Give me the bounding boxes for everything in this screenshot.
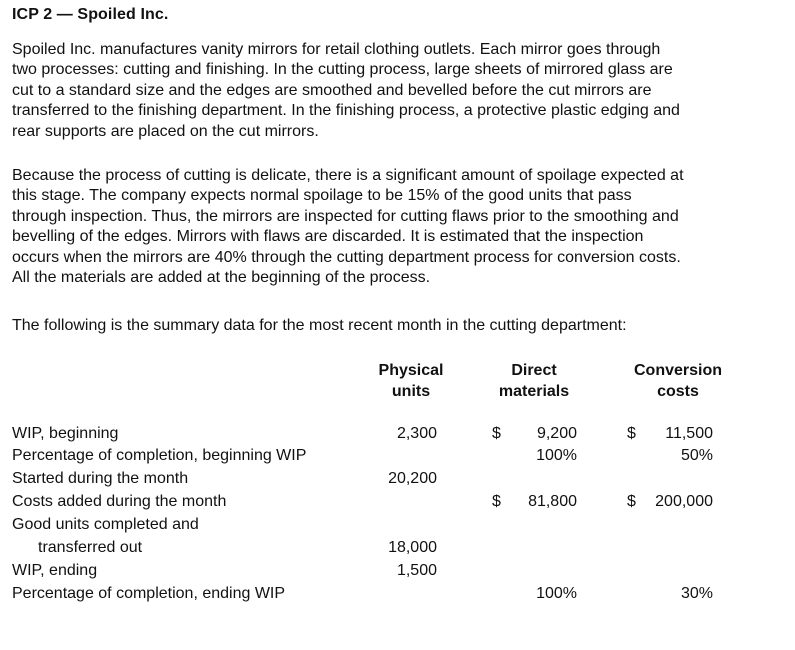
row-label-wip-ending: WIP, ending xyxy=(12,562,98,579)
row-label-wip-beginning: WIP, beginning xyxy=(12,425,119,442)
cell-direct-materials: 100% xyxy=(536,585,577,602)
row-label-costs-added: Costs added during the month xyxy=(12,493,227,510)
row-label-pct-ending-wip: Percentage of completion, ending WIP xyxy=(12,585,286,602)
header-line: Physical xyxy=(378,362,444,379)
cell-physical: 18,000 xyxy=(388,539,437,556)
row-label-transferred-out: transferred out xyxy=(38,539,143,556)
intro-line: cut to a standard size and the edges are smoothed and bevelled before the cut mirrors are xyxy=(12,81,652,99)
spoilage-line: Because the process of cutting is delicate, there is a significant amount of spoilage expected at xyxy=(12,167,684,184)
cell-dollar-sign: $ xyxy=(627,425,636,442)
header-conversion-costs xyxy=(613,360,743,402)
row-label-pct-beginning-wip: Percentage of completion, beginning WIP xyxy=(12,447,307,464)
cell-physical: 1,500 xyxy=(396,562,437,579)
cell-dollar-sign: $ xyxy=(492,425,501,442)
header-line: Conversion xyxy=(633,362,722,379)
spoilage-line: this stage. The company expects normal spoilage to be 15% of the good units that pass xyxy=(12,187,632,205)
intro-line: rear supports are placed on the cut mirrors. xyxy=(12,122,319,140)
row-label-started: Started during the month xyxy=(12,470,189,487)
cell-conversion-costs: 200,000 xyxy=(655,493,713,510)
spoilage-line: through inspection. Thus, the mirrors are inspected for cutting flaws prior to the smoothing and xyxy=(12,207,679,225)
cell-conversion-costs: 30% xyxy=(680,585,713,602)
document-title: ICP 2 — Spoiled Inc. xyxy=(12,6,169,23)
spoilage-line: All the materials are added at the beginning of the process. xyxy=(12,269,431,287)
intro-line: transferred to the finishing department. In the finishing process, a protective plastic edging and xyxy=(12,102,680,120)
summary-intro: The following is the summary data for the most recent month in the cutting department: xyxy=(12,317,627,334)
header-line: Direct xyxy=(511,362,557,379)
cell-dollar-sign: $ xyxy=(627,493,636,510)
intro-line: two processes: cutting and finishing. In the cutting process, large sheets of mirrored glass are xyxy=(12,61,673,79)
header-line: units xyxy=(391,383,431,400)
header-line: costs xyxy=(657,383,699,400)
intro-paragraph xyxy=(12,40,787,142)
header-line: materials xyxy=(498,383,570,400)
spoilage-paragraph xyxy=(12,166,787,288)
intro-line: Spoiled Inc. manufactures vanity mirrors for retail clothing outlets. Each mirror goes through xyxy=(12,41,661,58)
spoilage-line: bevelling of the edges. Mirrors with flaws are discarded. It is estimated that the inspection xyxy=(12,228,644,246)
cell-direct-materials: 100% xyxy=(536,447,577,464)
header-physical-units xyxy=(346,360,476,402)
cell-dollar-sign: $ xyxy=(492,493,501,510)
spoilage-line: occurs when the mirrors are 40% through the cutting department process for conversion costs. xyxy=(12,248,681,266)
cell-direct-materials: 81,800 xyxy=(528,493,577,510)
cell-physical: 20,200 xyxy=(388,470,437,487)
header-direct-materials xyxy=(469,360,599,402)
cell-conversion-costs: 50% xyxy=(680,447,713,464)
cell-conversion-costs: 11,500 xyxy=(665,425,713,442)
cell-direct-materials: 9,200 xyxy=(536,425,577,442)
cell-physical: 2,300 xyxy=(396,425,437,442)
row-label-good-units: Good units completed and xyxy=(12,516,199,533)
